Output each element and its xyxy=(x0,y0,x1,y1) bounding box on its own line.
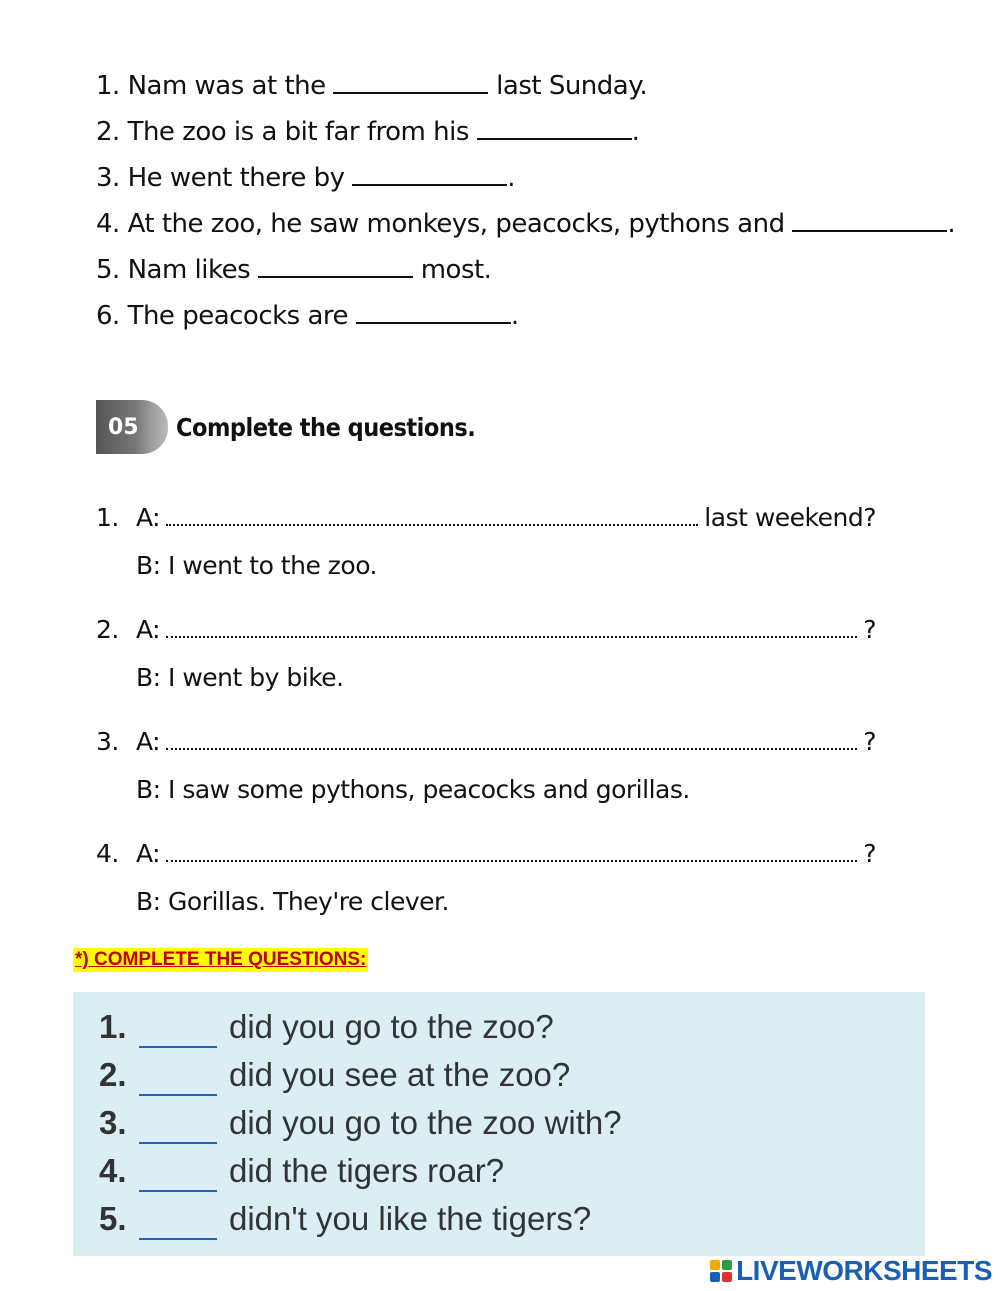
fill-blank-item xyxy=(96,116,955,162)
exercise-title: Complete the questions. xyxy=(176,412,476,442)
item-number: 2. xyxy=(99,1056,127,1093)
item-number: 4. xyxy=(99,1152,127,1189)
fill-blank-text: most. xyxy=(420,255,492,285)
question-text: did you see at the zoo? xyxy=(229,1056,571,1093)
answer-blank[interactable] xyxy=(139,1208,217,1240)
section-heading-highlighted: *) COMPLETE THE QUESTIONS: xyxy=(75,949,367,970)
answer-blank[interactable] xyxy=(352,162,507,186)
answer-blank[interactable] xyxy=(258,254,413,278)
answer-blank[interactable] xyxy=(477,116,632,140)
speaker-a-label: A: xyxy=(136,615,161,644)
question-text: did the tigers roar? xyxy=(229,1152,505,1189)
dialogue-item xyxy=(96,503,876,615)
liveworksheets-logo xyxy=(710,1255,992,1287)
fill-blank-text: 1. Nam was at the xyxy=(96,71,326,101)
dialogue-section xyxy=(96,503,876,951)
dialogue-item xyxy=(96,839,876,951)
fill-blank-item xyxy=(96,300,955,346)
answer-blank[interactable] xyxy=(333,70,488,94)
question-words-box xyxy=(73,992,925,1256)
question-item xyxy=(99,1054,570,1102)
fill-blank-item xyxy=(96,70,955,116)
speaker-a-label: A: xyxy=(136,839,161,868)
fill-blank-item xyxy=(96,254,955,300)
question-item xyxy=(99,1102,622,1150)
speaker-b-answer: B: I went by bike. xyxy=(136,663,344,692)
speaker-a-label: A: xyxy=(136,503,161,532)
fill-blank-text: last Sunday. xyxy=(496,71,648,101)
dialogue-item xyxy=(96,727,876,839)
fill-blank-text: 3. He went there by xyxy=(96,163,345,193)
logo-text: LIVEWORKSHEETS xyxy=(736,1255,992,1286)
fill-blank-item xyxy=(96,162,955,208)
question-ending: ? xyxy=(863,839,876,868)
answer-dotted-line[interactable] xyxy=(166,506,698,526)
answer-blank[interactable] xyxy=(139,1064,217,1096)
answer-blank[interactable] xyxy=(356,300,511,324)
speaker-b-answer: B: I went to the zoo. xyxy=(136,551,378,580)
question-text: did you go to the zoo? xyxy=(229,1008,554,1045)
speaker-b-answer: B: Gorillas. They're clever. xyxy=(136,887,449,916)
question-ending: ? xyxy=(863,615,876,644)
dialogue-item xyxy=(96,615,876,727)
question-text: didn't you like the tigers? xyxy=(229,1200,592,1237)
fill-blanks-section xyxy=(96,70,955,346)
fill-blank-text: 5. Nam likes xyxy=(96,255,251,285)
answer-blank[interactable] xyxy=(139,1160,217,1192)
item-number: 3. xyxy=(96,727,119,756)
fill-blank-text: . xyxy=(631,117,640,147)
answer-blank[interactable] xyxy=(139,1016,217,1048)
item-number: 1. xyxy=(99,1008,127,1045)
answer-dotted-line[interactable] xyxy=(166,730,857,750)
item-number: 4. xyxy=(96,839,119,868)
item-number: 2. xyxy=(96,615,119,644)
fill-blank-text: . xyxy=(947,209,956,239)
question-text: did you go to the zoo with? xyxy=(229,1104,622,1141)
exercise-number-badge: 05 xyxy=(96,400,168,454)
question-item xyxy=(99,1006,554,1054)
question-item xyxy=(99,1198,591,1246)
fill-blank-text: . xyxy=(507,163,516,193)
answer-dotted-line[interactable] xyxy=(166,842,857,862)
question-ending: last weekend? xyxy=(704,503,876,532)
answer-blank[interactable] xyxy=(792,208,947,232)
logo-squares-icon xyxy=(710,1260,732,1282)
exercise-heading xyxy=(96,400,475,454)
answer-dotted-line[interactable] xyxy=(166,618,857,638)
fill-blank-text: 4. At the zoo, he saw monkeys, peacocks, pythons and xyxy=(96,209,785,239)
question-ending: ? xyxy=(863,727,876,756)
item-number: 3. xyxy=(99,1104,127,1141)
fill-blank-text: 6. The peacocks are xyxy=(96,301,349,331)
question-item xyxy=(99,1150,504,1198)
item-number: 1. xyxy=(96,503,119,532)
speaker-a-label: A: xyxy=(136,727,161,756)
fill-blank-text: . xyxy=(510,301,519,331)
fill-blank-text: 2. The zoo is a bit far from his xyxy=(96,117,469,147)
fill-blank-item xyxy=(96,208,955,254)
answer-blank[interactable] xyxy=(139,1112,217,1144)
speaker-b-answer: B: I saw some pythons, peacocks and gorillas. xyxy=(136,775,690,804)
item-number: 5. xyxy=(99,1200,127,1237)
